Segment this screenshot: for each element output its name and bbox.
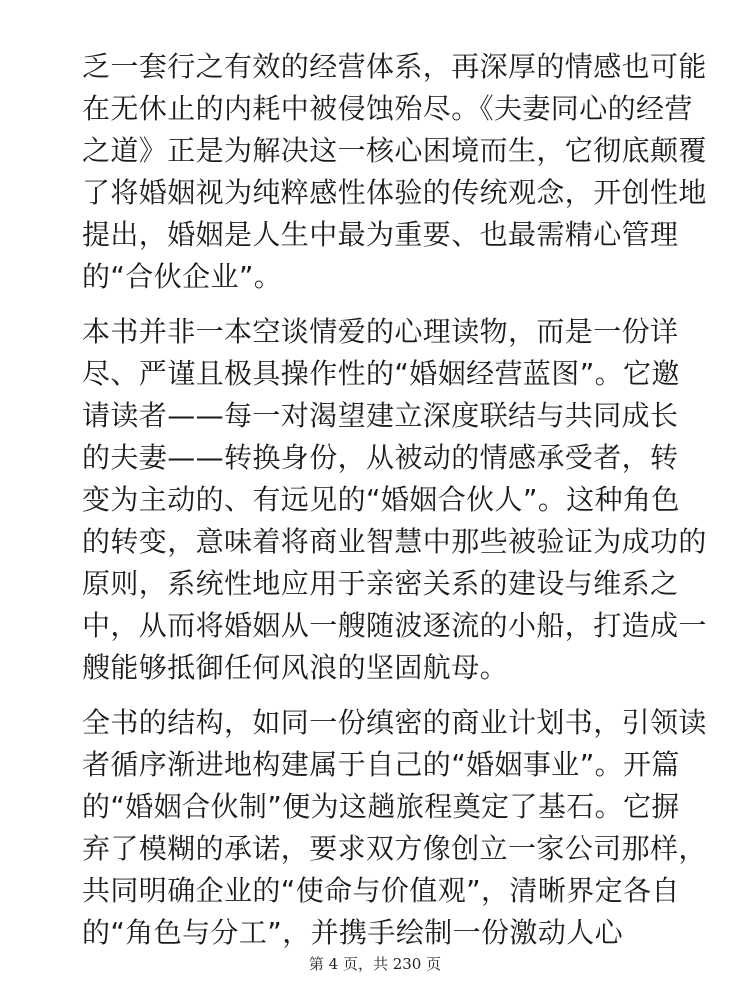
text-line: 本书并非一本空谈情爱的心理读物，而是一份详 bbox=[82, 315, 679, 348]
text-line: 提出，婚姻是人生中最为重要、也最需精心管理 bbox=[82, 218, 679, 251]
text-line: 变为主动的、有远见的“婚姻合伙人”。这种角色 bbox=[82, 483, 680, 516]
text-line: 者循序渐进地构建属于自己的“婚姻事业”。开篇 bbox=[82, 748, 680, 781]
text-line: 的夫妻——转换身份，从被动的情感承受者，转 bbox=[82, 441, 679, 474]
text-line: 原则，系统性地应用于亲密关系的建设与维系之 bbox=[82, 567, 679, 600]
text-line: 的“合伙企业”。 bbox=[82, 260, 283, 293]
text-line: 的转变，意味着将商业智慧中那些被验证为成功的 bbox=[82, 525, 707, 558]
text-line: 艘能够抵御任何风浪的坚固航母。 bbox=[82, 651, 509, 684]
text-line: 之道》正是为解决这一核心困境而生，它彻底颠覆 bbox=[82, 134, 707, 167]
body-text bbox=[82, 46, 707, 967]
text-line: 乏一套行之有效的经营体系，再深厚的情感也可能 bbox=[82, 50, 707, 83]
paragraph-1 bbox=[82, 46, 707, 298]
text-line: 共同明确企业的“使命与价值观”，清晰界定各自 bbox=[82, 874, 680, 907]
text-line: 尽、严谨且极具操作性的“婚姻经营蓝图”。它邀 bbox=[82, 357, 680, 390]
text-line: 中，从而将婚姻从一艘随波逐流的小船，打造成一 bbox=[82, 609, 707, 642]
text-line: 请读者——每一对渴望建立深度联结与共同成长 bbox=[82, 399, 679, 432]
paragraph-3 bbox=[82, 702, 707, 954]
paragraph-2 bbox=[82, 311, 707, 689]
text-line: 的“婚姻合伙制”便为这趟旅程奠定了基石。它摒 bbox=[82, 790, 680, 823]
text-line: 了将婚姻视为纯粹感性体验的传统观念，开创性地 bbox=[82, 176, 707, 209]
text-line: 弃了模糊的承诺，要求双方像创立一家公司那样， bbox=[82, 832, 707, 865]
text-line: 在无休止的内耗中被侵蚀殆尽。《夫妻同心的经营 bbox=[82, 92, 693, 125]
text-line: 全书的结构，如同一份缜密的商业计划书，引领读 bbox=[82, 706, 707, 739]
page-number-footer: 第 4 页，共 230 页 bbox=[308, 955, 442, 973]
text-line: 的“角色与分工”，并携手绘制一份激动人心 bbox=[82, 916, 624, 949]
